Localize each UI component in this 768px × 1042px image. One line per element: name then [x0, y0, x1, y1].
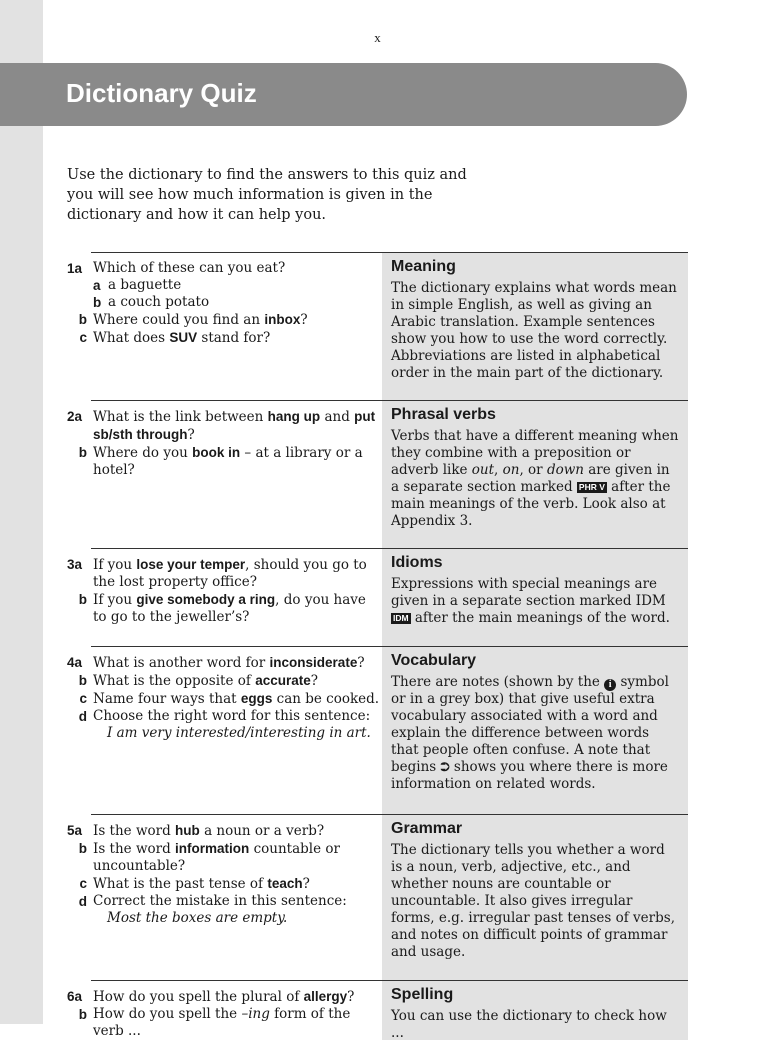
question-column	[67, 980, 382, 1040]
title-bar	[0, 63, 687, 126]
quiz-row-spelling	[67, 980, 688, 1040]
explanation-phrasal-verbs	[382, 400, 688, 548]
quiz-row-vocabulary	[67, 646, 688, 814]
section-body: There are notes (shown by the i symbol or in a grey box) that give useful extra vocabulary associated with a word and explain the difference between words that people often confuse. A note that begins ⮊ shows you where there is more information on related words.	[391, 674, 669, 792]
question-column	[67, 548, 382, 646]
section-heading: Grammar	[391, 820, 463, 837]
section-heading: Vocabulary	[391, 652, 477, 669]
sample-sentence: I am very interested/interesting in art.	[107, 725, 371, 741]
question-2b: b Where do you book in – at a library or a hotel?	[78, 445, 363, 478]
section-heading: Idioms	[391, 554, 443, 571]
sample-sentence: Most the boxes are empty.	[107, 910, 288, 926]
question-1b: b Where could you find an inbox?	[78, 312, 308, 328]
page-title: Dictionary Quiz	[66, 78, 257, 108]
question-5c: c What is the past tense of teach?	[79, 876, 310, 892]
quiz-row-phrasal-verbs	[67, 400, 688, 548]
question-3b: b If you give somebody a ring, do you have to go to the jeweller’s?	[78, 592, 366, 625]
question-column	[67, 814, 382, 980]
phrasal-verb-tag: PHR V	[578, 482, 605, 492]
info-icon: i	[604, 679, 616, 691]
explanation-idioms	[382, 548, 688, 646]
page-number: x	[374, 30, 381, 45]
section-body: The dictionary tells you whether a word is a noun, verb, adjective, etc., and whether nouns are countable or uncountable. It also gives irregular forms, e.g. irregular past tenses of verbs, and notes on difficult points of grammar and usage.	[391, 842, 675, 960]
explanation-vocabulary	[382, 646, 688, 814]
question-column	[67, 400, 382, 548]
quiz-table	[67, 252, 688, 1040]
section-heading: Spelling	[391, 986, 454, 1003]
option-b: b a couch potato	[93, 294, 210, 310]
explanation-spelling	[382, 980, 688, 1040]
section-body: You can use the dictionary to check how ...	[391, 1008, 667, 1041]
intro-paragraph: Use the dictionary to find the answers to this quiz and you will see how much information is given in the dictionary and how it can help you.	[67, 167, 467, 223]
question-5d: d Correct the mistake in this sentence:	[78, 893, 347, 909]
question-4d: d Choose the right word for this sentence:	[78, 708, 371, 724]
question-1c: c What does SUV stand for?	[79, 330, 271, 346]
section-body: The dictionary explains what words mean in simple English, as well as giving an Arabic translation. Example sentences show you how to use the word correctly. Abbreviations are listed in alphabetical order in the main part of the dictionary.	[391, 280, 677, 381]
explanation-meaning	[382, 252, 688, 400]
question-2a: 2a What is the link between hang up and put sb/sth through?	[67, 409, 376, 443]
question-4b: b What is the opposite of accurate?	[78, 673, 318, 689]
question-6b: b How do you spell the –ing form of the verb ...	[78, 1006, 351, 1039]
question-column	[67, 252, 382, 400]
question-3a: 3a If you lose your temper, should you go to the lost property office?	[67, 557, 367, 590]
section-heading: Meaning	[391, 258, 456, 275]
quiz-row-grammar	[67, 814, 688, 980]
question-5b: b Is the word information countable or uncountable?	[78, 841, 340, 874]
question-column	[67, 646, 382, 814]
question-6a: 6a How do you spell the plural of allergy?	[67, 989, 355, 1005]
question-5a: 5a Is the word hub a noun or a verb?	[67, 823, 325, 839]
left-margin-strip	[0, 0, 43, 1024]
section-body: Verbs that have a different meaning when they combine with a preposition or adverb like out, on, or down are given in a separate section marked PHR V after the main meanings of the verb. Look also at Appendix 3.	[391, 428, 679, 529]
question-1a: 1a Which of these can you eat?	[67, 260, 286, 276]
cross-reference-arrow-icon: ⮊	[440, 760, 450, 774]
question-4c: c Name four ways that eggs can be cooked.	[79, 691, 380, 707]
quiz-row-meaning	[67, 252, 688, 400]
idiom-tag: IDM	[393, 613, 409, 623]
explanation-grammar	[382, 814, 688, 980]
quiz-row-idioms	[67, 548, 688, 646]
section-heading: Phrasal verbs	[391, 406, 496, 423]
option-a: a a baguette	[93, 277, 182, 293]
question-4a: 4a What is another word for inconsiderate?	[67, 655, 365, 671]
section-body: Expressions with special meanings are given in a separate section marked IDM IDM after the main meanings of the word.	[391, 576, 670, 626]
